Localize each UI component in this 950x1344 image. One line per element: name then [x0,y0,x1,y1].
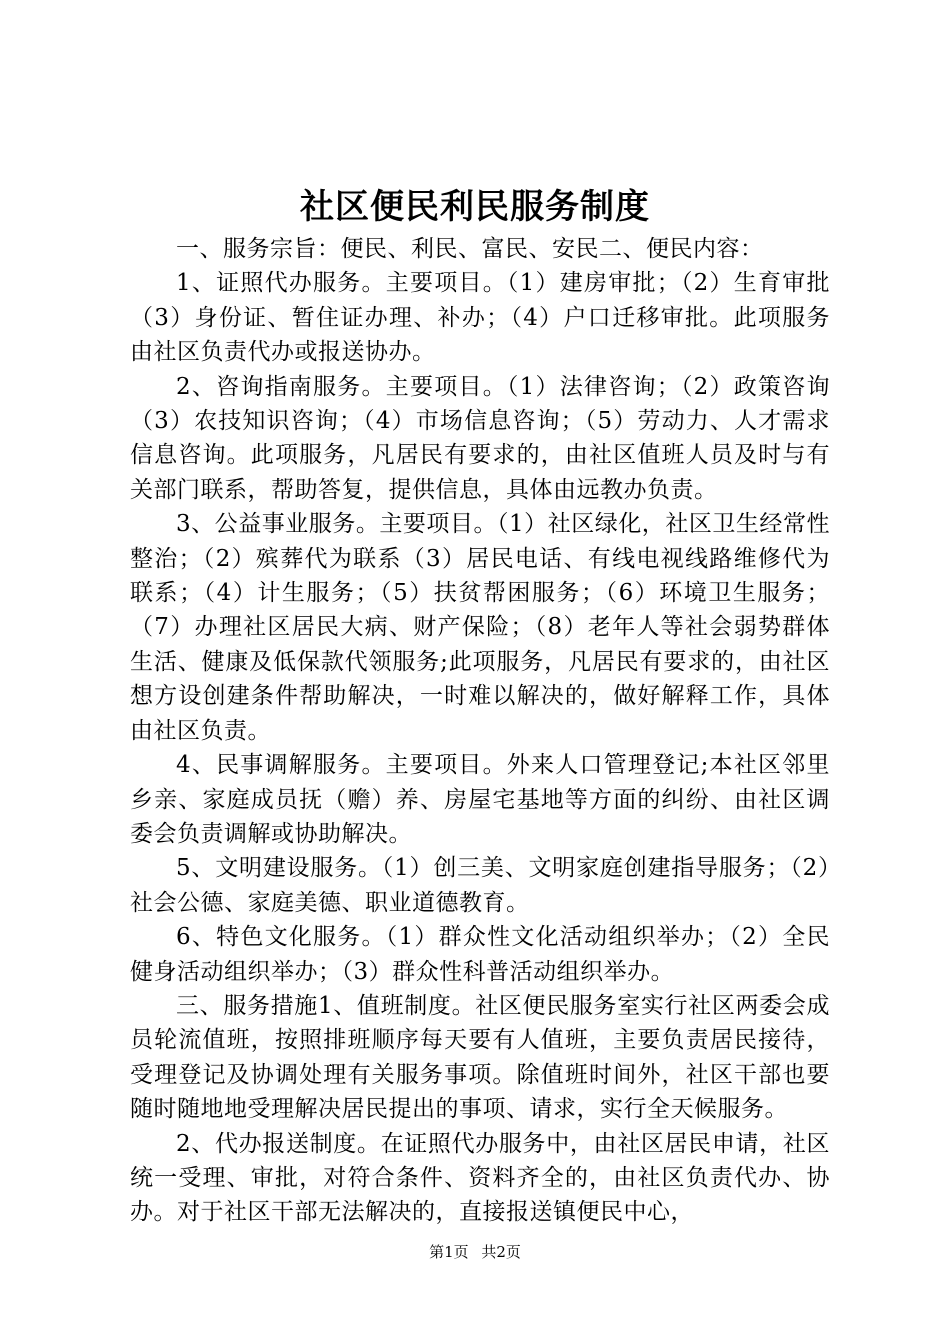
document-title: 社区便民利民服务制度 [300,187,650,227]
paragraph-mediation-service: 4、民事调解服务。主要项目。外来人口管理登记;本社区邻里乡亲、家庭成员抚（赡）养、房屋宅基地等方面的纠纷、由社区调委会负责调解或协助解决。 [130,752,830,847]
paragraph-culture-service: 6、特色文化服务。（1）群众性文化活动组织举办；（2）全民健身活动组织举办；（3）群众性科普活动组织举办。 [130,924,830,985]
paragraph-consulting-service: 2、咨询指南服务。主要项目。（1）法律咨询；（2）政策咨询（3）农技知识咨询；（4）市场信息咨询；（5）劳动力、人才需求信息咨询。此项服务，凡居民有要求的，由社区值班人员及时与有关部门联系，帮助答复，提供信息，具体由远教办负责。 [130,373,830,503]
paragraph-service-measures: 三、服务措施1、值班制度。社区便民服务室实行社区两委会成员轮流值班，按照排班顺序每天要有人值班，主要负责居民接待，受理登记及协调处理有关服务事项。除值班时间外，社区干部也要随时随地地受理解决居民提出的事项、请求，实行全天候服务。 [130,992,830,1123]
page-number-total: 共2页 [481,1243,521,1261]
document-body [130,232,830,1230]
page-number-current: 第1页 [429,1243,469,1261]
page-footer [0,1242,950,1262]
paragraph-certificate-service: 1、证照代办服务。主要项目。（1）建房审批；（2）生育审批（3）身份证、暂住证办理、补办；（4）户口迁移审批。此项服务由社区负责代办或报送协办。 [130,270,830,366]
paragraph-civilization-service: 5、文明建设服务。（1）创三美、文明家庭创建指导服务；（2）社会公德、家庭美德、职业道德教育。 [130,855,830,916]
paragraph-service-purpose: 一、服务宗旨：便民、利民、富民、安民二、便民内容： [176,236,764,262]
paragraph-agency-system: 2、代办报送制度。在证照代办服务中，由社区居民申请，社区统一受理、审批，对符合条件、资料齐全的，由社区负责代办、协办。对于社区干部无法解决的，直接报送镇便民中心， [130,1130,830,1226]
paragraph-public-welfare-service: 3、公益事业服务。主要项目。（1）社区绿化，社区卫生经常性整治；（2）殡葬代为联系（3）居民电话、有线电视线路维修代为联系；（4）计生服务；（5）扶贫帮困服务；（6）环境卫生服务；（7）办理社区居民大病、财产保险；（8）老年人等社会弱势群体生活、健康及低保款代领服务;此项服务，凡居民有要求的，由社区想方设创建条件帮助解决，一时难以解决的，做好解释工作，具体由社区负责。 [130,511,830,744]
